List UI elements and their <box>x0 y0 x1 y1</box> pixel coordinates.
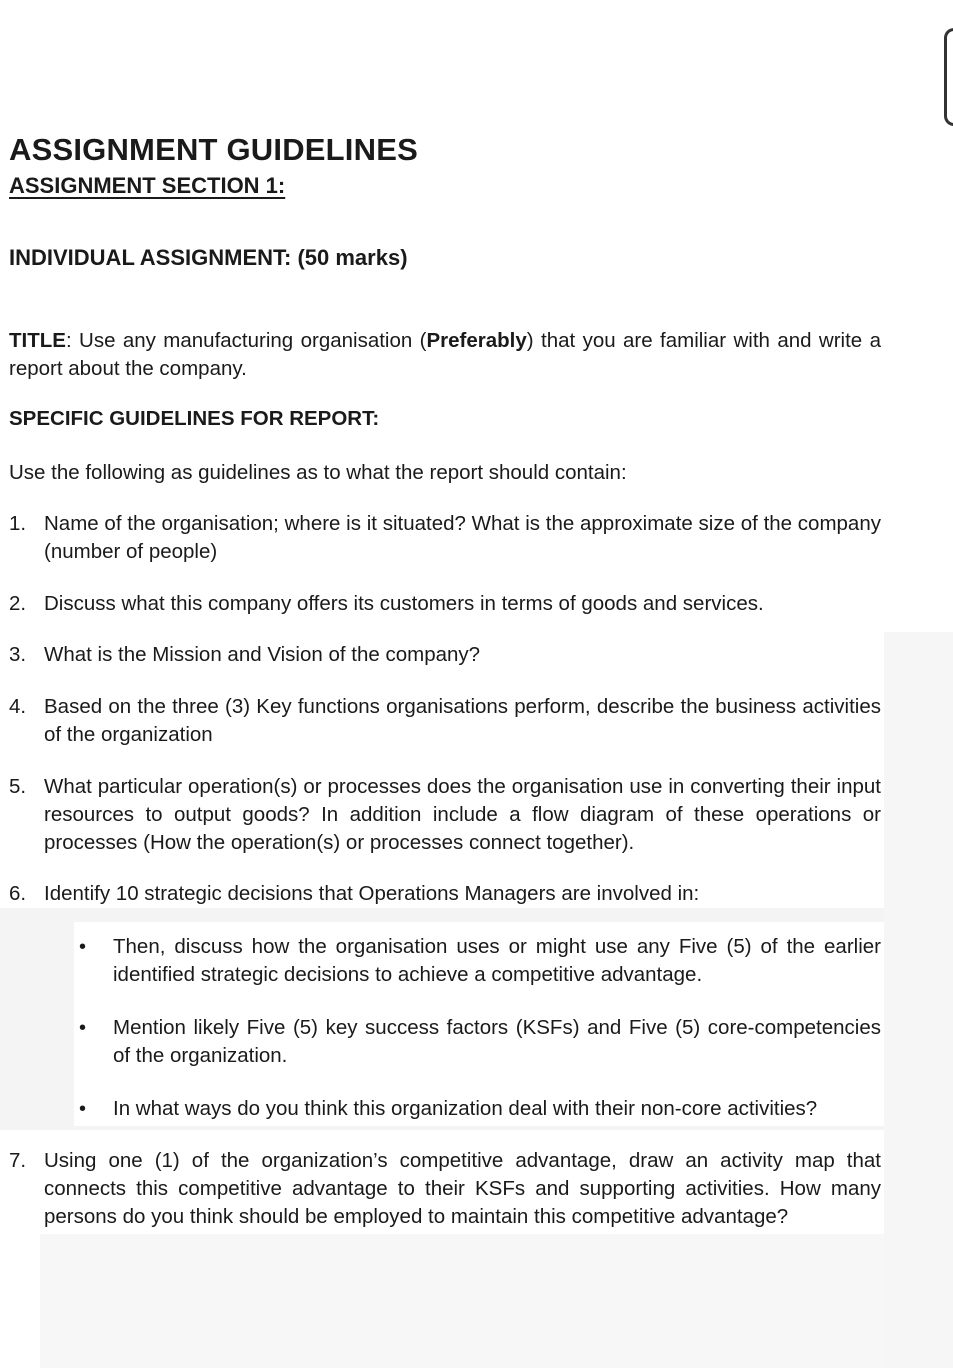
list-item-3 <box>9 641 881 669</box>
list-item-number: 2. <box>9 592 27 615</box>
bullet-item-1 <box>79 933 881 989</box>
bullet-mark: • <box>79 1017 87 1039</box>
page-title: ASSIGNMENT GUIDELINES <box>9 132 418 167</box>
list-item-number: 3. <box>9 643 27 666</box>
list-item-text: Based on the three (3) Key functions organisations perform, describe the business activities of the organization <box>44 695 881 746</box>
list-item-text: What particular operation(s) or processes does the organisation use in converting their input resources to output goods? In addition include a flow diagram of these operations or processes (How the operation(s) or processes connect together). <box>44 775 881 854</box>
title-text-part1: : Use any manufacturing organisation ( <box>65 329 427 352</box>
list-item-2 <box>9 590 881 618</box>
list-item-number: 4. <box>9 695 27 718</box>
bullet-mark: • <box>79 936 87 958</box>
title-paragraph <box>9 327 881 383</box>
list-item-6 <box>9 880 881 908</box>
background-panel-bottom <box>40 1232 884 1368</box>
list-item-5 <box>9 773 881 857</box>
section-heading: ASSIGNMENT SECTION 1: <box>9 173 286 198</box>
intro-text: Use the following as guidelines as to what the report should contain: <box>9 461 627 484</box>
list-item-number: 1. <box>9 512 27 535</box>
bullet-text: Mention likely Five (5) key success factors (KSFs) and Five (5) core-competencies of the organization. <box>113 1016 881 1067</box>
list-item-7 <box>9 1147 881 1231</box>
background-panel-right <box>884 632 953 1368</box>
individual-assignment-heading: INDIVIDUAL ASSIGNMENT: (50 marks) <box>9 245 408 270</box>
list-item-number: 7. <box>9 1149 27 1172</box>
specific-guidelines-heading: SPECIFIC GUIDELINES FOR REPORT: <box>9 407 380 430</box>
title-text-part2: ) that you are familiar with and write a report about the company. <box>9 329 881 380</box>
list-item-text: What is the Mission and Vision of the company? <box>44 643 481 666</box>
list-item-text: Identify 10 strategic decisions that Operations Managers are involved in: <box>44 882 700 905</box>
title-bold-word: Preferably <box>426 329 527 352</box>
list-item-text: Using one (1) of the organization’s competitive advantage, draw an activity map that connects this competitive advantage to their KSFs and supporting activities. How many persons do you think should be employed to maintain this competitive advantage? <box>44 1149 881 1228</box>
bullet-item-2 <box>79 1014 881 1070</box>
list-item-text: Discuss what this company offers its customers in terms of goods and services. <box>44 592 764 615</box>
list-item-text: Name of the organisation; where is it situated? What is the approximate size of the company (number of people) <box>44 512 881 563</box>
title-label: TITLE <box>9 329 66 352</box>
bullet-text: In what ways do you think this organization deal with their non-core activities? <box>113 1097 818 1120</box>
list-item-4 <box>9 693 881 749</box>
bullet-mark: • <box>79 1098 87 1120</box>
list-item-number: 6. <box>9 882 27 905</box>
list-item-1 <box>9 510 881 566</box>
bullet-text: Then, discuss how the organisation uses or might use any Five (5) of the earlier identified strategic decisions to achieve a competitive advantage. <box>113 935 881 986</box>
list-item-number: 5. <box>9 775 27 798</box>
page-edge-tab <box>944 28 953 126</box>
bullet-item-3 <box>79 1095 881 1123</box>
